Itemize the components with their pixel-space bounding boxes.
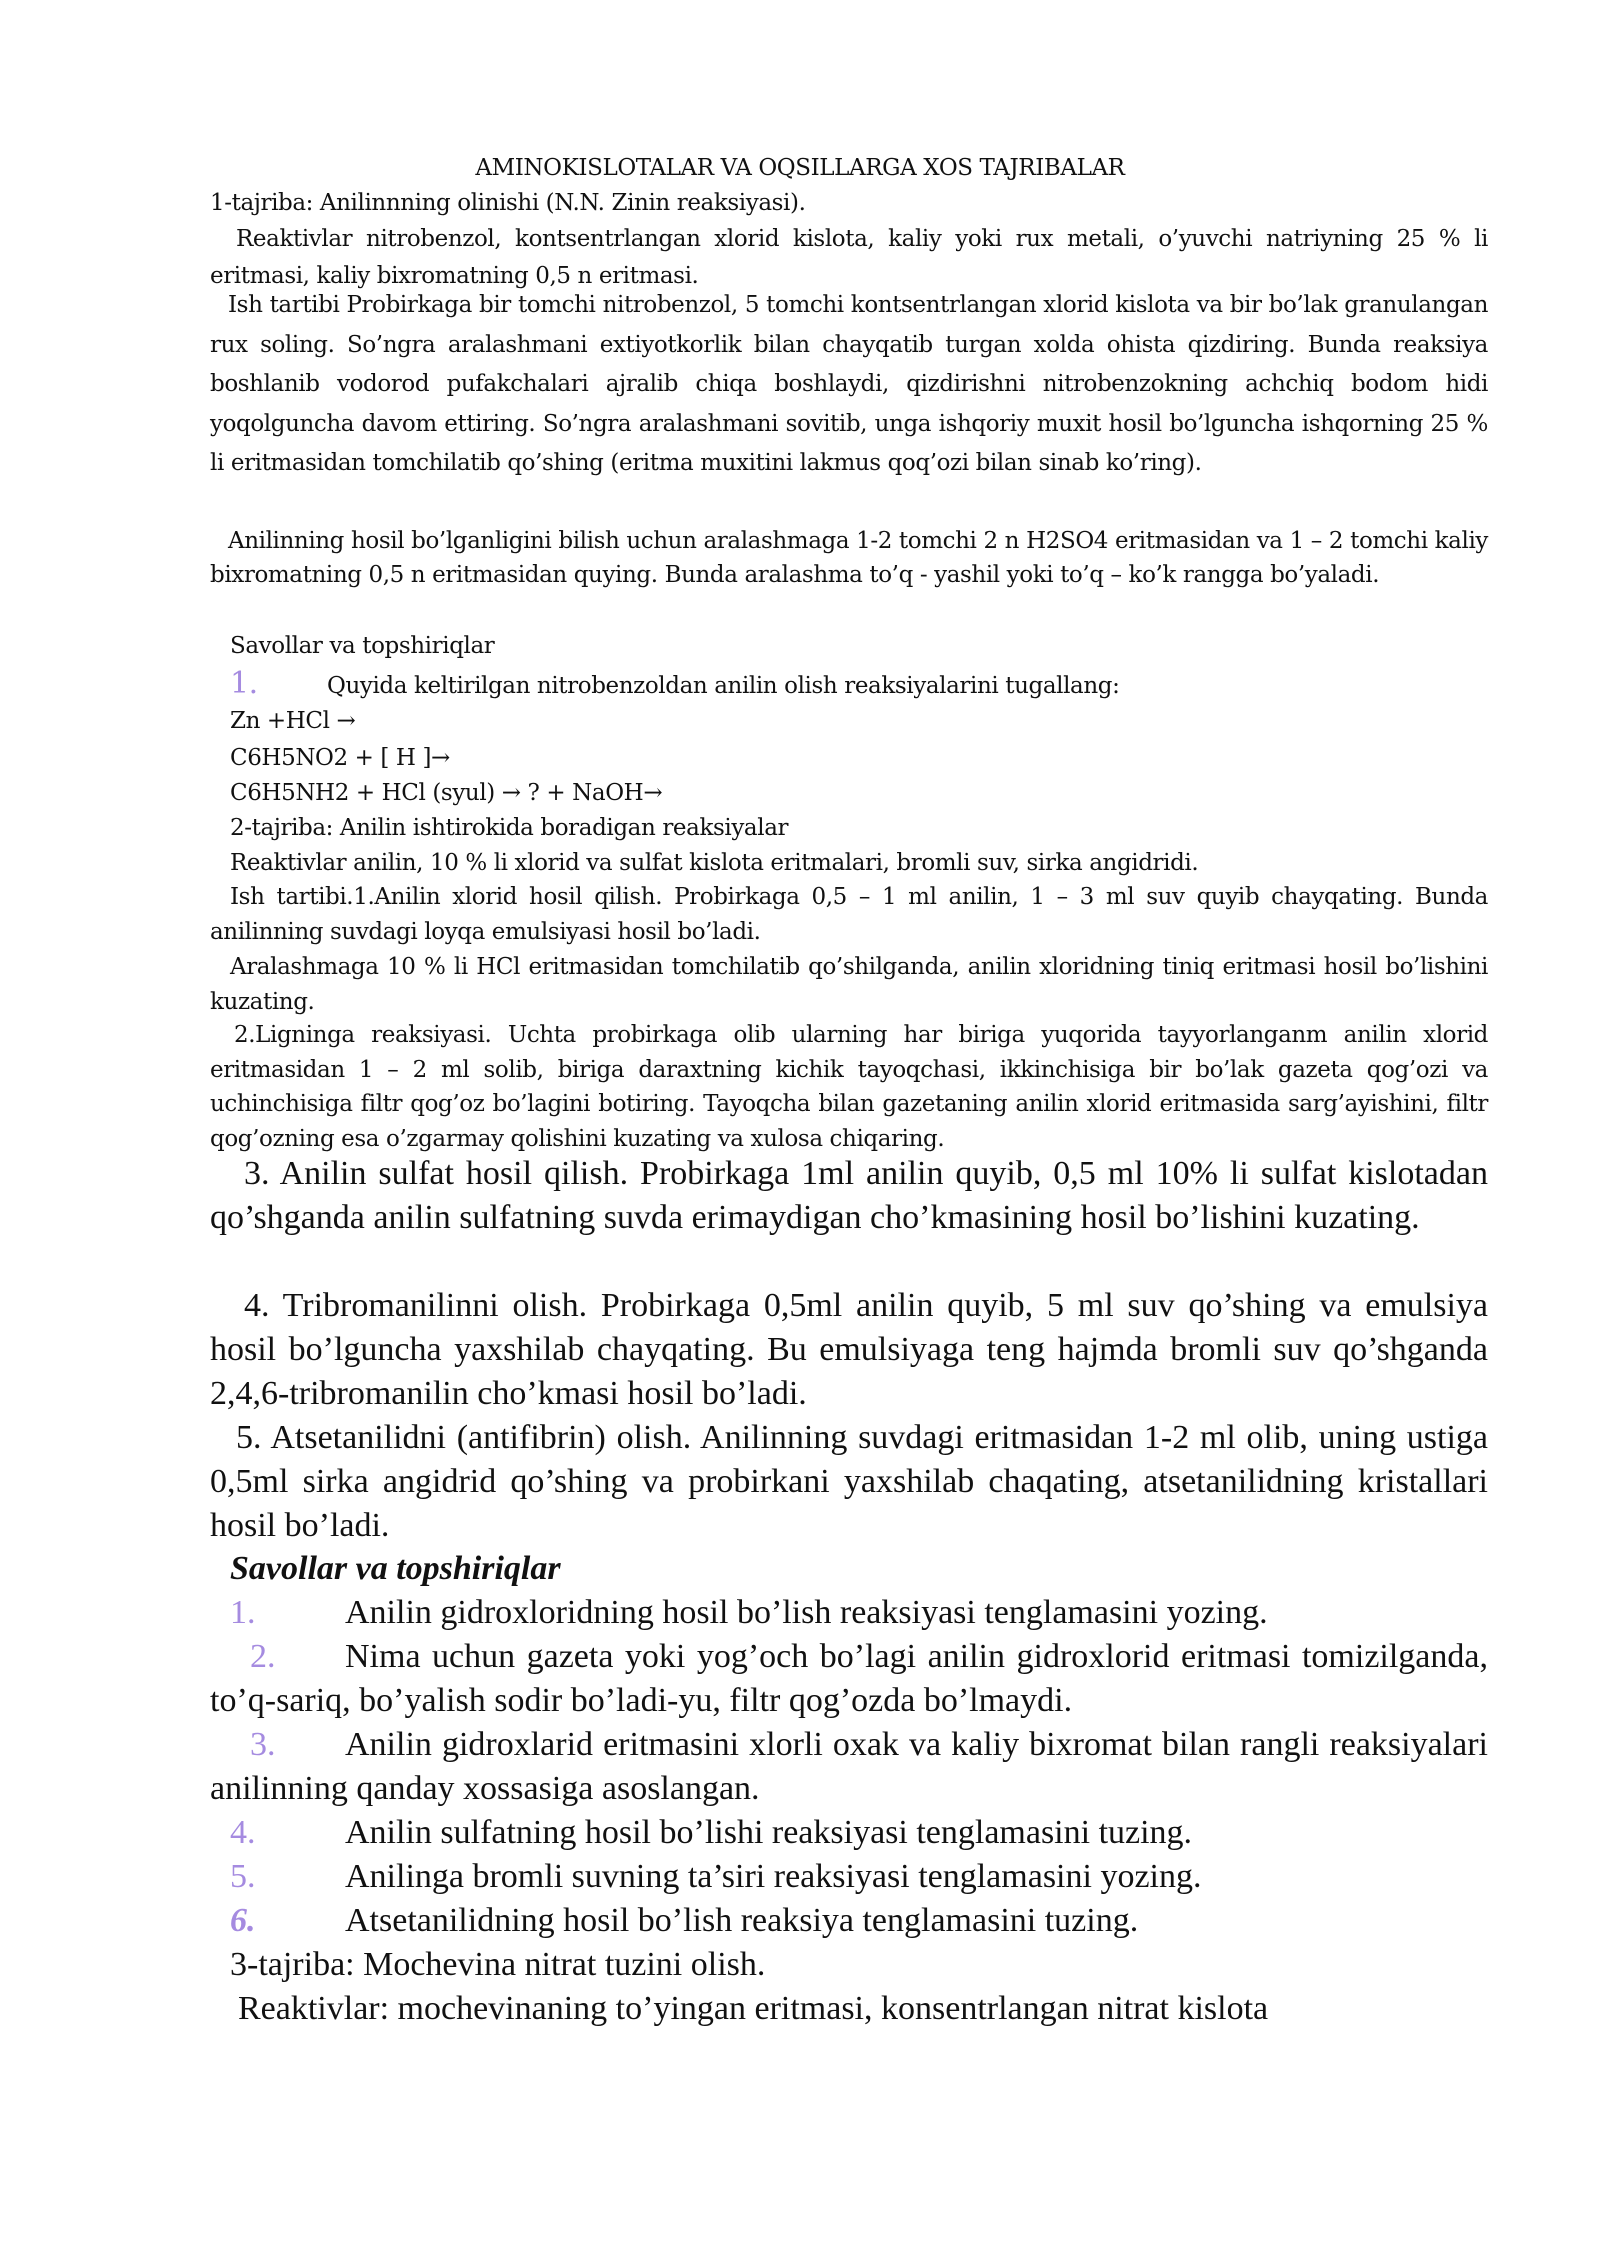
question-number: 1.	[230, 1594, 256, 1631]
exp2-question-6	[210, 1899, 1488, 1943]
exp2-question-5	[210, 1855, 1488, 1899]
question-text: Anilin sulfatning hosil bo’lishi reaksiyasi tenglamasini tuzing.	[345, 1814, 1193, 1851]
question-text: Atsetanilidning hosil bo’lish reaksiya tenglamasini tuzing.	[345, 1902, 1139, 1939]
question-text: Nima uchun gazeta yoki yog’och bo’lagi anilin gidroxlorid eritmasi tomizilganda, to’q-sariq, bo’yalish sodir bo’ladi-yu, filtr qog’ozda bo’lmaydi.	[210, 1638, 1488, 1719]
question-text: Anilin gidroxloridning hosil bo’lish reaksiyasi tenglamasini yozing.	[345, 1594, 1268, 1631]
exp2-step-2: 2.Ligninga reaksiyasi. Uchta probirkaga olib ularning har biriga yuqorida tayyorlanganm anilin xlorid eritmasidan 1 – 2 ml solib, biriga daraxtning kichik tayoqchasi, ikkinchisiga bir bo’lak gazeta qog’ozi va uchinchisiga filtr qog’oz bo’lagini botiring. Tayoqcha bilan gazetaning anilin xlorid eritmasida sarg’ayishini, filtr qog’ozning esa o’zgarmay qolishini kuzating va xulosa chiqaring.	[210, 1022, 1488, 1152]
question-text: Anilinga bromli suvning ta’siri reaksiyasi tenglamasini yozing.	[345, 1858, 1202, 1895]
exp2-step-3: 3. Anilin sulfat hosil qilish. Probirkaga 1ml anilin quyib, 0,5 ml 10% li sulfat kislotadan qo’shganda anilin sulfatning suvda erimaydigan cho’kmasining hosil bo’lishini kuzating.	[210, 1155, 1488, 1236]
question-number: 2.	[250, 1638, 276, 1675]
question-number: 1.	[230, 666, 258, 701]
equation-1: Zn +HCl →	[230, 708, 356, 734]
exp2-step-5: 5. Atsetanilidni (antifibrin) olish. Anilinning suvdagi eritmasidan 1-2 ml olib, uning ustiga 0,5ml sirka angidrid qo’shing va probirkani yaxshilab chaqating, atsetanilidning kristallari hosil bo’ladi.	[210, 1419, 1488, 1544]
exp2-step-1b: Aralashmaga 10 % li HCl eritmasidan tomchilatib qo’shilganda, anilin xloridning tiniq eritmasi hosil bo’lishini kuzating.	[210, 954, 1488, 1015]
exp2-question-2	[210, 1635, 1488, 1723]
question-number: 4.	[230, 1814, 256, 1851]
exp2-reagents: Reaktivlar anilin, 10 % li xlorid va sulfat kislota eritmalari, bromli suv, sirka angidridi.	[230, 850, 1199, 876]
exp2-questions-heading: Savollar va topshiriqlar	[230, 1550, 561, 1587]
exp1-heading: 1-tajriba: Anilinnning olinishi (N.N. Zinin reaksiyasi).	[210, 190, 806, 216]
exp1-questions-heading: Savollar va topshiriqlar	[230, 633, 495, 659]
exp2-question-4	[210, 1811, 1488, 1855]
exp1-procedure: Ish tartibi Probirkaga bir tomchi nitrobenzol, 5 tomchi kontsentrlangan xlorid kislota va bir bo’lak granulangan rux soling. So’ngra aralashmani extiyotkorlik bilan chayqatib turgan xolda ohista qizdiring. Bunda reaksiya boshlanib vodorod pufakchalari ajralib chiqa boshlaydi, qizdirishni nitrobenzokning achchiq bodom hidi yoqolguncha davom ettiring. So’ngra aralashmani sovitib, unga ishqoriy muxit hosil bo’lguncha ishqorning 25 % li eritmasidan tomchilatib qo’shing (eritma muxitini lakmus qoq’ozi bilan sinab ko’ring).	[210, 292, 1488, 477]
exp2-step-4: 4. Tribromanilinni olish. Probirkaga 0,5ml anilin quyib, 5 ml suv qo’shing va emulsiya hosil bo’lguncha yaxshilab chayqating. Bu emulsiyaga teng hajmda bromli suv qo’shganda 2,4,6-tribromanilin cho’kmasi hosil bo’ladi.	[210, 1287, 1488, 1412]
exp3-reagents: Reaktivlar: mochevinaning to’yingan eritmasi, konsentrlangan nitrat kislota	[238, 1990, 1269, 2027]
question-text: Quyida keltirilgan nitrobenzoldan anilin olish reaksiyalarini tugallang:	[327, 673, 1120, 699]
question-number: 6.	[230, 1902, 256, 1939]
exp2-step-1: Ish tartibi.1.Anilin xlorid hosil qilish. Probirkaga 0,5 – 1 ml anilin, 1 – 3 ml suv quyib chayqating. Bunda anilinning suvdagi loyqa emulsiyasi hosil bo’ladi.	[210, 884, 1488, 945]
exp1-reagents: Reaktivlar nitrobenzol, kontsentrlangan xlorid kislota, kaliy yoki rux metali, o’yuvchi natriyning 25 % li eritmasi, kaliy bixromatning 0,5 n eritmasi.	[210, 226, 1488, 289]
exp3-heading: 3-tajriba: Mochevina nitrat tuzini olish.	[230, 1946, 766, 1983]
question-text: Anilin gidroxlarid eritmasini xlorli oxak va kaliy bixromat bilan rangli reaksiyalari anilinning qanday xossasiga asoslangan.	[210, 1726, 1488, 1807]
question-number: 3.	[250, 1726, 276, 1763]
equation-2: C6H5NO2 + [ H ]→	[230, 745, 450, 771]
page-title: AMINOKISLOTALAR VA OQSILLARGA XOS TAJRIBALAR	[475, 155, 1125, 181]
exp2-question-1	[210, 1591, 1488, 1635]
exp1-detection: Anilinning hosil bo’lganligini bilish uchun aralashmaga 1-2 tomchi 2 n H2SO4 eritmasidan va 1 – 2 tomchi kaliy bixromatning 0,5 n eritmasidan quying. Bunda aralashma to’q - yashil yoki to’q – ko’k rangga bo’yaladi.	[210, 528, 1488, 588]
exp2-question-3	[210, 1723, 1488, 1811]
exp1-question-1	[230, 665, 1508, 705]
exp2-heading: 2-tajriba: Anilin ishtirokida boradigan reaksiyalar	[230, 815, 789, 841]
equation-3: C6H5NH2 + HCl (syul) → ? + NaOH→	[230, 780, 663, 806]
question-number: 5.	[230, 1858, 256, 1895]
